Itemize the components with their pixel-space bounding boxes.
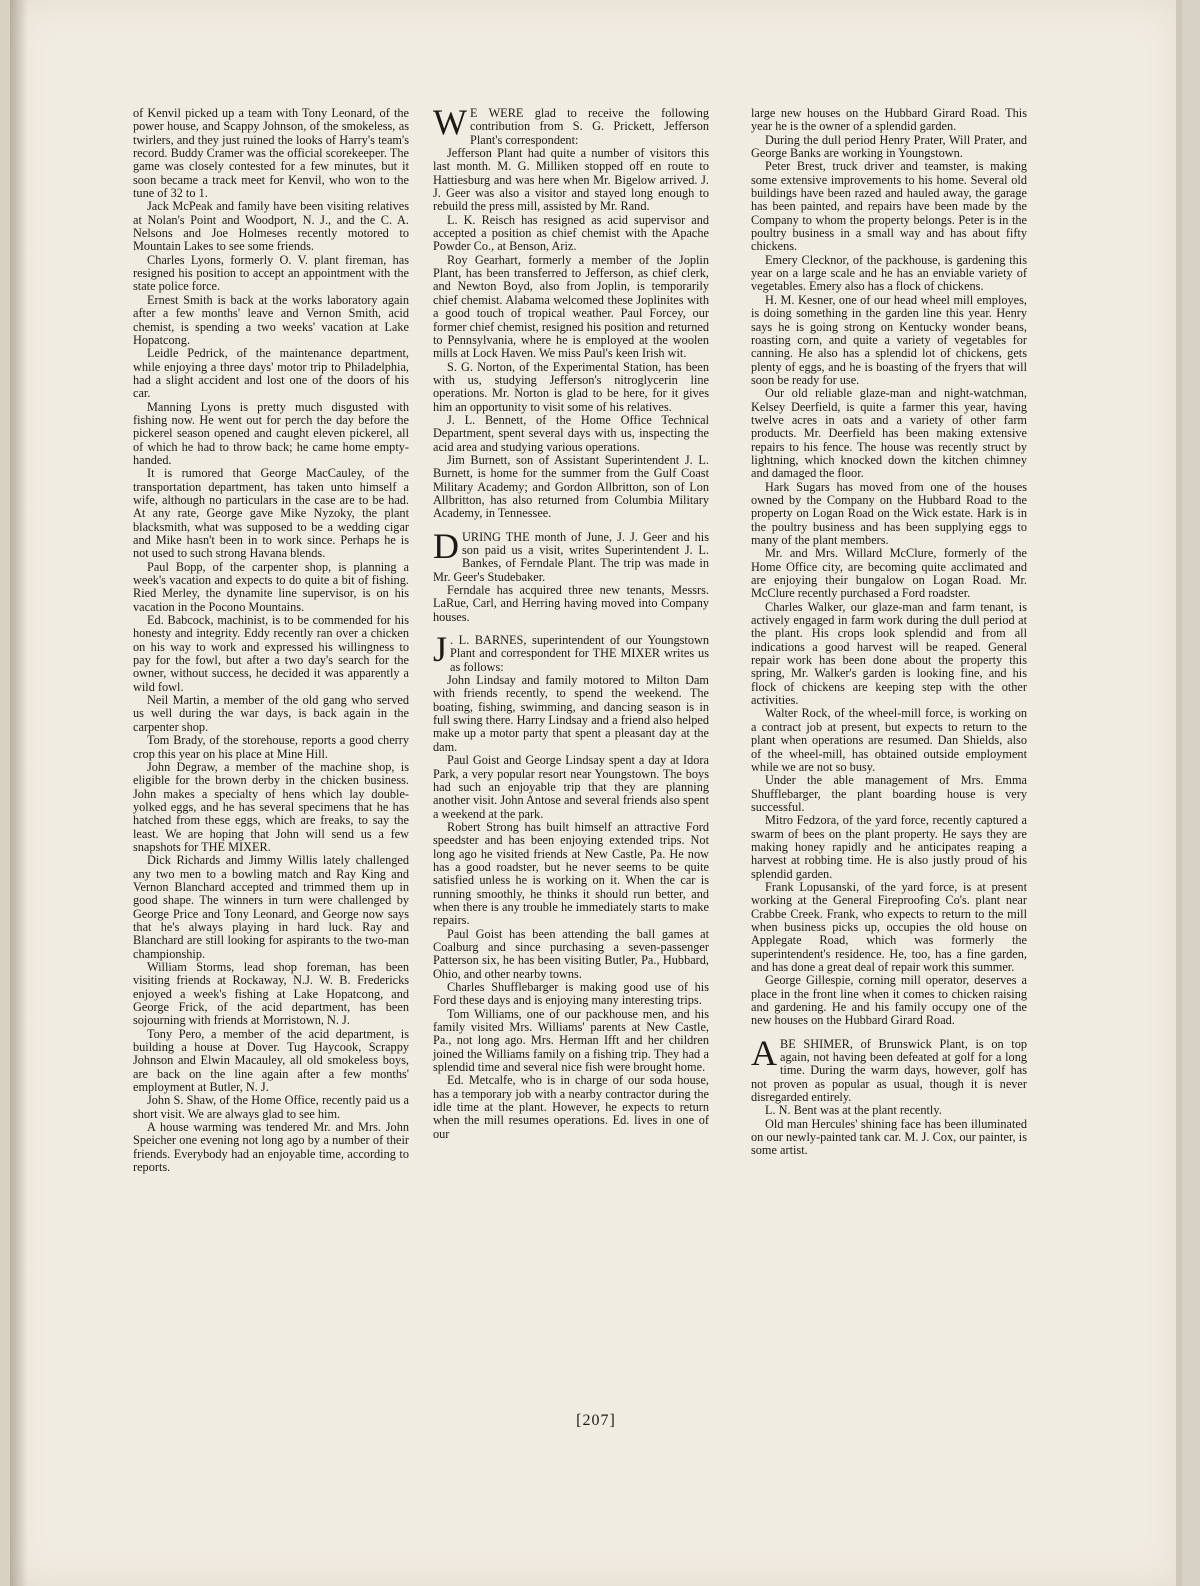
drop-cap: A (751, 1032, 777, 1073)
paragraph: Ferndale has acquired three new tenants, Messrs. LaRue, Carl, and Herring having moved into Company houses. (433, 583, 709, 624)
column-2 (433, 102, 709, 1141)
paragraph: Charles Walker, our glaze-man and farm tenant, is actively engaged in farm work during the dull period at the plant. His crops look splendid and from all indications a good harvest will be reaped. General repair work has been done about the property this spring, Mr. Walker's garden is looking fine, and his flock of chickens are keeping step with the other activities. (751, 599, 1027, 708)
paragraph: Ernest Smith is back at the works laboratory again after a few months' leave and Vernon Smith, acid chemist, is spending a two weeks' vacation at Lake Hopatcong. (133, 292, 409, 347)
paragraph: Our old reliable glaze-man and night-watchman, Kelsey Deerfield, is quite a farmer this year, having twelve acres in oats and a variety of other farm products. Mr. Deerfield has been making extensive repairs to his fence. The house was recently struct by lightning, which knocked down the kitchen chimney and damaged the floor. (751, 386, 1027, 481)
paragraph: Tom Williams, one of our packhouse men, and his family visited Mrs. Williams' parents at New Castle, Pa., not long ago. Mrs. Herman Ifft and her children joined the Williams family on a fishing trip. They had a splendid time and several nice fish were brought home. (433, 1006, 709, 1075)
paragraph: Old man Hercules' shining face has been illuminated on our newly-painted tank car. M. J. Cox, our painter, is some artist. (751, 1116, 1027, 1158)
paragraph: J. L. Bennett, of the Home Office Technical Department, spent several days with us, inspecting the acid area and studying various operations. (433, 412, 709, 454)
youngstown-plant-news-continued (751, 107, 1027, 1028)
paragraph: Frank Lopusanski, of the yard force, is at present working at the General Fireproofing Co's. plant near Crabbe Creek. Frank, who expects to return to the mill when business picks up, occupies the old house on Applegate Road, which was formerly the superintendent's residence. He, too, has a fine garden, and has done a great deal of repair work this summer. (751, 879, 1027, 974)
paragraph: large new houses on the Hubbard Girard Road. This year he is the owner of a splendid garden. (751, 106, 1027, 134)
paragraph: L. K. Reisch has resigned as acid supervisor and accepted a position as chief chemist with the Apache Powder Co., at Benson, Ariz. (433, 212, 709, 254)
paragraph: Ed. Babcock, machinist, is to be commended for his honesty and integrity. Eddy recently ran over a chicken on his way to work and expressed his willingness to pay for the fowl, but after a two day's search for the owner, without success, he decided it was apparently a wild fowl. (133, 613, 409, 694)
paragraph: Neil Martin, a member of the old gang who served us well during the war days, is back again in the carpenter shop. (133, 693, 409, 734)
paragraph: Paul Goist and George Lindsay spent a day at Idora Park, a very popular resort near Youngstown. The boys had such an enjoyable trip that they are planning another visit. John Antose and several friends also spent a weekend at the park. (433, 753, 709, 821)
paragraph: of Kenvil picked up a team with Tony Leonard, of the power house, and Scappy Johnson, of the smokeless, as twirlers, and they just ruined the looks of Harry's team's record. Buddy Cramer was the official scorekeeper. The game was closely contested for a few minutes, but it soon became a track meet for Kenvil, who won to the tune of 32 to 1. (133, 106, 409, 201)
youngstown-plant-intro: J . L. BARNES, superintendent of our Youngstown Plant and correspondent for THE MIXER writes us as follows: (433, 629, 709, 674)
paragraph: H. M. Kesner, one of our head wheel mill employes, is doing something in the garden line this year. Henry says he is going strong on Kentucky wonder beans, roasting corn, and quite a variety of vegetables for canning. He also has a splendid lot of chickens, gets plenty of eggs, and he is boasting of the fryers that will soon be ready for use. (751, 292, 1027, 387)
paragraph: Walter Rock, of the wheel-mill force, is working on a contract job at present, but expects to return to the plant when operations are resumed. Dan Shields, also of the wheel-mill, has obtained outside employment while we are not so busy. (751, 706, 1027, 774)
paragraph: Charles Lyons, formerly O. V. plant fireman, has resigned his position to accept an appointment with the state police force. (133, 252, 409, 294)
paragraph: It is rumored that George MacCauley, of the transportation department, has taken unto himself a wife, although no particulars in the case are to be had. At any rate, George gave Mike Nyzoky, the plant blacksmith, what was supposed to be a wedding cigar and Mike hasn't been in to work since. Perhaps he is not used to such strong Havana blends. (133, 466, 409, 561)
paragraph: John Degraw, a member of the machine shop, is eligible for the brown derby in the chicken business. John makes a specialty of hens which lay double-yolked eggs, and he has several specimens that he has hatched from these eggs, which are freaks, to say the least. We are hoping that John will send us a few snapshots for THE MIXER. (133, 759, 409, 854)
brunswick-plant-news (751, 1104, 1027, 1157)
drop-cap: D (433, 525, 459, 566)
youngstown-plant-news (433, 674, 709, 1141)
column-1 (133, 107, 409, 1175)
paragraph: Paul Goist has been attending the ball games at Coalburg and since purchasing a seven-passenger Patterson six, he has been visiting Butler, Pa., Hubbard, Ohio, and other nearby towns. (433, 926, 709, 981)
paragraph: John Lindsay and family motored to Milton Dam with friends recently, to spend the weekend. The boating, fishing, swimming, and dancing season is in full swing there. Harry Lindsay and a friend also helped make up a motor party that spent a pleasant day at the dam. (433, 673, 709, 754)
ferndale-plant-news (433, 584, 709, 624)
page-number: [207] (576, 1412, 616, 1429)
jefferson-plant-news (433, 147, 709, 521)
paragraph: Tony Pero, a member of the acid department, is building a house at Dover. Tug Haycook, Scrappy Johnson and Elwin Macauley, all old smokeless boys, are back on the line again after a few months' employment at Butler, N. J. (133, 1026, 409, 1095)
paragraph: Mr. and Mrs. Willard McClure, formerly of the Home Office city, are becoming quite acclimated and are enjoying their bungalow on Logan Road. Mr. McClure recently purchased a Ford roadster. (751, 546, 1027, 601)
paragraph: Charles Shufflebarger is making good use of his Ford these days and is enjoying many interesting trips. (433, 980, 709, 1008)
column-3 (751, 107, 1027, 1158)
paragraph: Under the able management of Mrs. Emma Shufflebarger, the plant boarding house is very successful. (751, 773, 1027, 814)
paragraph: A house warming was tendered Mr. and Mrs. John Speicher one evening not long ago by a number of their friends. Everybody had an enjoyable time, according to reports. (133, 1120, 409, 1175)
paragraph: Jefferson Plant had quite a number of visitors this last month. M. G. Milliken stopped off en route to Hattiesburg and was here when Mr. Bigelow arrived. J. J. Geer was also a visitor and stayed long enough to rebuild the press mill, assisted by Mr. Rand. (433, 146, 709, 214)
paragraph: L. N. Bent was at the plant recently. (765, 1103, 942, 1118)
paragraph: Emery Clecknor, of the packhouse, is gardening this year on a large scale and he has an enviable variety of vegetables. Emery also has a flock of chickens. (751, 252, 1027, 294)
paragraph: Robert Strong has built himself an attractive Ford speedster and has been enjoying extended trips. Not long ago he visited friends at New Castle, Pa. He now has a good roadster, but he never seems to be quite satisfied unless he is working on it. When the car is running smoothly, he thinks it should run better, and when there is any trouble he immediately starts to make repairs. (433, 819, 709, 928)
paragraph: Paul Bopp, of the carpenter shop, is planning a week's vacation and expects to do quite a bit of fishing. Ried Merley, the dynamite line supervisor, is on his vacation in the Pocono Mountains. (133, 559, 409, 614)
binding-shadow (10, 0, 28, 1586)
paragraph: Leidle Pedrick, of the maintenance department, while enjoying a three days' motor trip to Philadelphia, had a slight accident and lost one of the doors of his car. (133, 346, 409, 401)
paragraph: Peter Brest, truck driver and teamster, is making some extensive improvements to his home. Several old buildings have been razed and hauled away, the garage has been painted, and repairs have been made by the Company to whom the property belongs. Peter is in the poultry business in a small way and has about fifty chickens. (751, 159, 1027, 254)
ferndale-plant-intro: DURING THE month of June, J. J. Geer and his son paid us a visit, writes Superintendent J. L. Bankes, of Ferndale Plant. The trip was made in Mr. Geer's Studebaker. (433, 525, 709, 584)
page-edge (1176, 0, 1182, 1586)
paragraph: Tom Brady, of the storehouse, reports a good cherry crop this year on his place at Mine Hill. (133, 733, 409, 761)
paragraph: Ed. Metcalfe, who is in charge of our soda house, has a temporary job with a nearby contractor during the idle time at the plant. However, he expects to return when the mill resumes operations. Ed. lives in one of our (433, 1073, 709, 1141)
jefferson-plant-intro: W E WERE glad to receive the following contribution from S. G. Prickett, Jefferson Plant's correspondent: (433, 102, 709, 147)
paragraph: Jim Burnett, son of Assistant Superintendent J. L. Burnett, is home for the summer from the Gulf Coast Military Academy; and Gordon Allbritton, son of Lon Allbritton, has also returned from Columbia Military Academy, in Tennessee. (433, 452, 709, 521)
paragraph: Mitro Fedzora, of the yard force, recently captured a swarm of bees on the plant property. He says they are making honey rapidly and he anticipates reaping a harvest at robbing time. He is also justly proud of his splendid garden. (751, 813, 1027, 881)
paragraph: S. G. Norton, of the Experimental Station, has been with us, studying Jefferson's nitroglycerin line operations. Mr. Norton is glad to be here, for it gives him an opportunity to visit some of his relatives. (433, 359, 709, 414)
paragraph: Jack McPeak and family have been visiting relatives at Nolan's Point and Woodport, N. J., and the C. A. Nelsons and Joe Holmeses recently motored to Mountain Lakes to see some friends. (133, 199, 409, 254)
newsletter-page (10, 0, 1182, 1586)
paragraph: During the dull period Henry Prater, Will Prater, and George Banks are working in Youngstown. (751, 132, 1027, 161)
paragraph: Dick Richards and Jimmy Willis lately challenged any two men to a bowling match and Ray King and Vernon Blanchard accepted and trimmed them up in good shape. The winners in turn were challenged by George Price and Tony Leonard, and George now says that he's always playing in hard luck. Ray and Blanchard are still looking for aspirants to the two-man championship. (133, 853, 409, 961)
paragraph: Roy Gearhart, formerly a member of the Joplin Plant, has been transferred to Jefferson, as chief clerk, and Newton Boyd, also from Joplin, is temporarily chief chemist. Alabama welcomed these Joplinites with a good touch of tropical weather. Paul Forcey, our former chief chemist, resigned his position and returned to Pennsylvania, where he is employed at the woolen mills at Lock Haven. We miss Paul's keen Irish wit. (433, 252, 709, 361)
drop-cap: W (433, 102, 467, 142)
paragraph: John S. Shaw, of the Home Office, recently paid us a short visit. We are always glad to see him. (133, 1093, 409, 1121)
drop-cap: J (433, 629, 448, 670)
paragraph: Hark Sugars has moved from one of the houses owned by the Company on the Hubbard Road to the property on Logan Road on the Wick estate. Hark is in the poultry business and has been supplying eggs to many of the plant members. (751, 479, 1027, 547)
paragraph: William Storms, lead shop foreman, has been visiting friends at Rockaway, N.J. W. B. Fredericks enjoyed a week's fishing at Lake Hopatcong, and George Frick, of the acid department, has been sojourning with friends at Morristown, N. J. (133, 960, 409, 1028)
paragraph: George Gillespie, corning mill operator, deserves a place in the front line when it comes to chicken raising and gardening. He and his family occupy one of the new houses on the Hubbard Girard Road. (751, 973, 1027, 1028)
brunswick-plant-intro: ABE SHIMER, of Brunswick Plant, is on top again, not having been defeated at golf for a long time. During the warm days, however, golf has not proven as popular as usual, though it is never disregarded entirely. (751, 1032, 1027, 1105)
paragraph: Manning Lyons is pretty much disgusted with fishing now. He went out for perch the day before the pickerel season opened and caught eleven pickerel, all of which he had to throw back; he came home empty-handed. (133, 399, 409, 467)
